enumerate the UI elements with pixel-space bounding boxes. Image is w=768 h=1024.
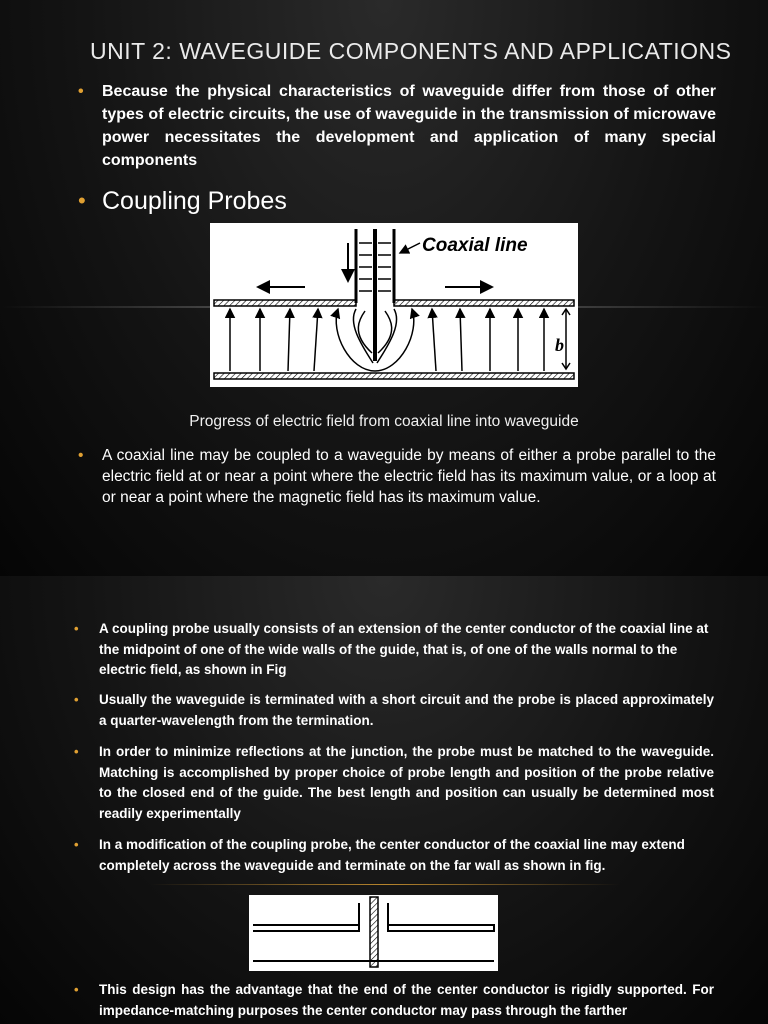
dimension-b-label: b xyxy=(555,335,564,355)
body-bullet xyxy=(78,445,716,508)
figure-caption: Progress of electric field from coaxial line into waveguide xyxy=(189,413,579,430)
list-item-text: This design has the advantage that the end of the center conductor is rigidly supported. For impedance-matching purposes the center conductor may pass through the farther xyxy=(99,982,714,1018)
list-item xyxy=(74,835,714,876)
list-item-text: In order to minimize reflections at the junction, the probe must be matched to the waveguide. Matching is accomplished by proper choice of probe length and position of the probe relative to the closed end of the guide. The best length and position can usually be determined most readily experimentally xyxy=(99,744,714,821)
section-heading: Coupling Probes xyxy=(102,187,287,215)
bullet-icon: • xyxy=(78,447,84,464)
slide-title: UNIT 2: WAVEGUIDE COMPONENTS AND APPLICATIONS xyxy=(90,38,732,64)
list-item xyxy=(74,742,714,824)
list-item xyxy=(74,690,714,731)
coupling-probe-diagram xyxy=(210,223,578,387)
list-item-text: A coupling probe usually consists of an extension of the center conductor of the coaxial line at the midpoint of one of the wide walls of the guide, that is, of one of the walls normal to the electric field, as shown in Fig xyxy=(99,621,709,677)
list-item-text: Usually the waveguide is terminated with a short circuit and the probe is placed approximately a quarter-wavelength from the termination. xyxy=(99,692,714,728)
extended-probe-diagram xyxy=(249,895,498,971)
slide-divider xyxy=(150,884,620,885)
bullet-icon: • xyxy=(74,744,79,759)
bullet-icon: • xyxy=(74,837,79,852)
intro-bullet xyxy=(78,80,716,172)
list-item xyxy=(74,619,714,681)
list-item-text: In a modification of the coupling probe, the center conductor of the coaxial line may extend completely across the waveguide and terminate on the far wall as shown in fig. xyxy=(99,837,685,873)
bullet-icon: • xyxy=(78,83,84,100)
bullet-icon: • xyxy=(74,982,79,997)
heading-bullet xyxy=(78,186,678,216)
list-item xyxy=(74,980,714,1021)
extended-probe-figure xyxy=(249,895,498,971)
slide-2 xyxy=(0,576,768,1024)
bullet-icon: • xyxy=(74,692,79,707)
coupling-probe-figure xyxy=(210,223,578,387)
bullet-icon: • xyxy=(78,188,86,213)
bullet-icon: • xyxy=(74,621,79,636)
intro-text: Because the physical characteristics of waveguide differ from those of other types of electric circuits, the use of waveguide in the transmission of microwave power necessitates the development and application of many special components xyxy=(102,83,716,169)
coaxial-line-label: Coaxial line xyxy=(422,235,528,256)
body-text: A coaxial line may be coupled to a waveguide by means of either a probe parallel to the electric field at or near a point where the electric field has its maximum value, or a loop at or near a point where the magnetic field has its maximum value. xyxy=(102,447,716,506)
